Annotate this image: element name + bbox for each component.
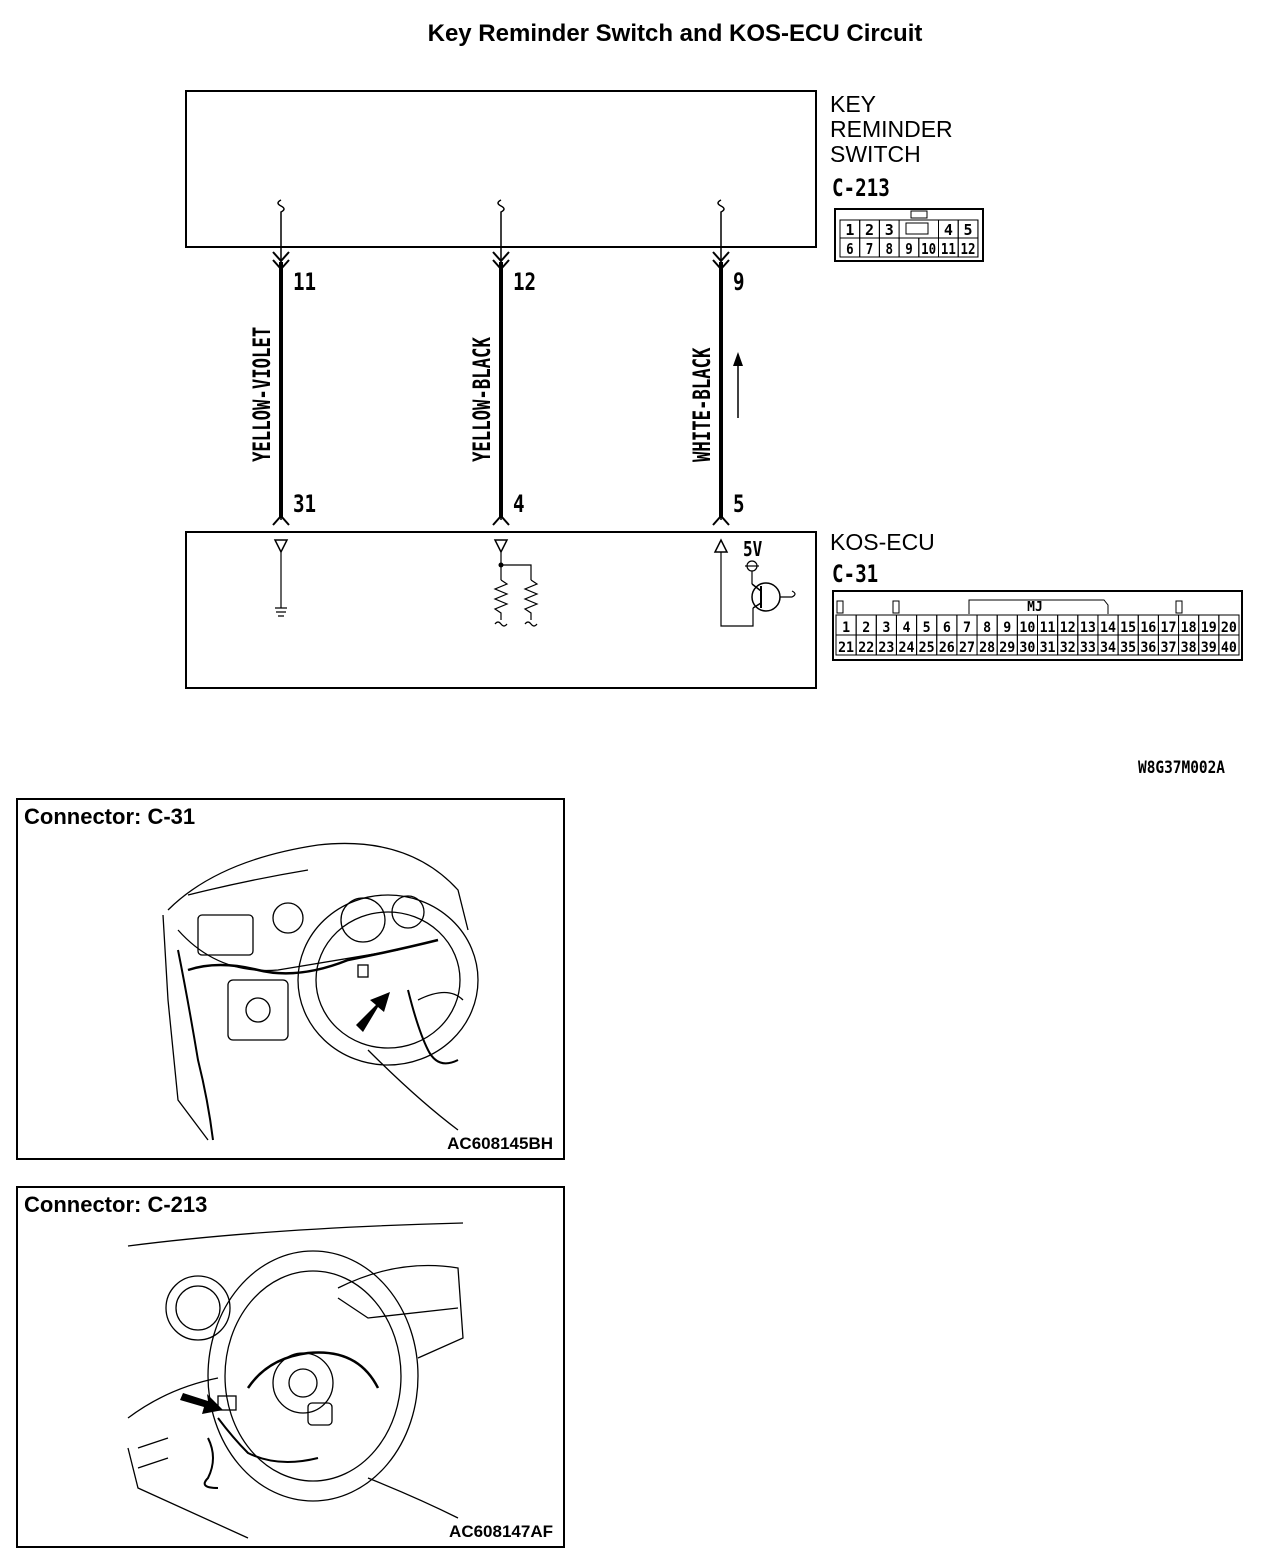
c31-pin-21: 21	[838, 640, 855, 656]
ecu-supply-voltage: 5V	[743, 537, 763, 561]
c31-pin-20: 20	[1220, 620, 1237, 636]
c31-pin-1: 1	[842, 620, 851, 636]
ecu-name: KOS-ECU	[830, 529, 935, 555]
c31-pin-39: 39	[1200, 640, 1217, 656]
switch-name-line-3: SWITCH	[830, 141, 921, 167]
c213-pin-8: 8	[885, 240, 893, 258]
ecu-connector-id: C-31	[832, 560, 879, 588]
c31-pin-14: 14	[1100, 620, 1117, 636]
c213-pin-labels	[835, 209, 985, 269]
c31-pin-23: 23	[878, 640, 895, 656]
diagram-code: W8G37M002A	[1138, 758, 1226, 778]
c31-pin-22: 22	[858, 640, 875, 656]
wire-label-yellow-black: YELLOW-BLACK	[468, 337, 496, 462]
c213-pin-11: 11	[940, 240, 956, 258]
c31-pin-15: 15	[1120, 620, 1137, 636]
c31-pin-5: 5	[922, 620, 931, 636]
c213-pin-10: 10	[921, 240, 937, 258]
c31-pin-19: 19	[1200, 620, 1217, 636]
c31-tag: MJ	[1027, 600, 1043, 615]
connector-c31-location-panel	[16, 798, 565, 1160]
location-arrow-c213	[180, 1393, 223, 1414]
c213-pin-12: 12	[960, 240, 976, 258]
c31-pin-3: 3	[882, 620, 891, 636]
c31-pin-33: 33	[1079, 640, 1096, 656]
ecu-pin-yellow-black: 4	[513, 490, 525, 518]
c213-pin-4: 4	[943, 221, 953, 239]
page-title: Key Reminder Switch and KOS-ECU Circuit	[427, 20, 923, 47]
dashboard-illustration-c31	[18, 800, 567, 1162]
switch-pin-yellow-black: 12	[513, 268, 537, 296]
c31-pin-9: 9	[1003, 620, 1012, 636]
photo-code-c31: AC608145BH	[447, 1134, 553, 1153]
c31-pin-38: 38	[1180, 640, 1197, 656]
c31-pin-40: 40	[1220, 640, 1237, 656]
wire-label-yellow-violet: YELLOW-VIOLET	[248, 326, 276, 462]
switch-pin-white-black: 9	[733, 268, 745, 296]
connector-c213-location-panel	[16, 1186, 565, 1548]
c31-pin-28: 28	[979, 640, 996, 656]
photo-title-c213: Connector: C-213	[24, 1192, 208, 1217]
photo-title-c31: Connector: C-31	[24, 804, 196, 829]
c31-pin-16: 16	[1140, 620, 1157, 636]
c31-pin-30: 30	[1019, 640, 1036, 656]
c213-pin-9: 9	[905, 240, 913, 258]
c31-pin-31: 31	[1039, 640, 1056, 656]
ecu-pin-yellow-violet: 31	[293, 490, 317, 518]
c31-pin-8: 8	[983, 620, 992, 636]
c213-pin-6: 6	[846, 240, 854, 258]
c31-pin-34: 34	[1100, 640, 1117, 656]
c31-pin-labels	[833, 591, 1243, 661]
c31-pin-17: 17	[1160, 620, 1177, 636]
c31-pin-10: 10	[1019, 620, 1036, 636]
c31-pin-18: 18	[1180, 620, 1197, 636]
c31-pin-12: 12	[1059, 620, 1076, 636]
c213-pin-5: 5	[963, 221, 973, 239]
steering-illustration-c213	[18, 1188, 567, 1550]
c31-pin-7: 7	[962, 620, 971, 636]
c31-pin-27: 27	[958, 640, 975, 656]
c31-pin-36: 36	[1140, 640, 1157, 656]
photo-code-c213: AC608147AF	[449, 1522, 553, 1541]
c213-pin-3: 3	[884, 221, 894, 239]
ecu-pin-white-black: 5	[733, 490, 745, 518]
switch-connector-id: C-213	[832, 174, 890, 202]
c31-pin-24: 24	[898, 640, 915, 656]
switch-name-line-2: REMINDER	[830, 116, 953, 142]
c31-pin-2: 2	[862, 620, 871, 636]
c31-pin-37: 37	[1160, 640, 1177, 656]
c31-pin-35: 35	[1120, 640, 1137, 656]
c31-pin-25: 25	[918, 640, 935, 656]
c213-pin-7: 7	[865, 240, 874, 258]
c213-pin-2: 2	[865, 221, 875, 239]
c31-pin-11: 11	[1039, 620, 1056, 636]
switch-name-line-1: KEY	[830, 91, 877, 117]
wire-label-white-black: WHITE-BLACK	[688, 347, 716, 462]
c213-pin-1: 1	[845, 221, 855, 239]
c31-pin-26: 26	[938, 640, 955, 656]
c31-pin-29: 29	[999, 640, 1016, 656]
location-arrow-c31	[356, 992, 390, 1032]
c31-pin-4: 4	[902, 620, 911, 636]
c31-pin-6: 6	[942, 620, 951, 636]
switch-pin-yellow-violet: 11	[293, 268, 317, 296]
c31-pin-32: 32	[1059, 640, 1076, 656]
c31-pin-13: 13	[1079, 620, 1096, 636]
